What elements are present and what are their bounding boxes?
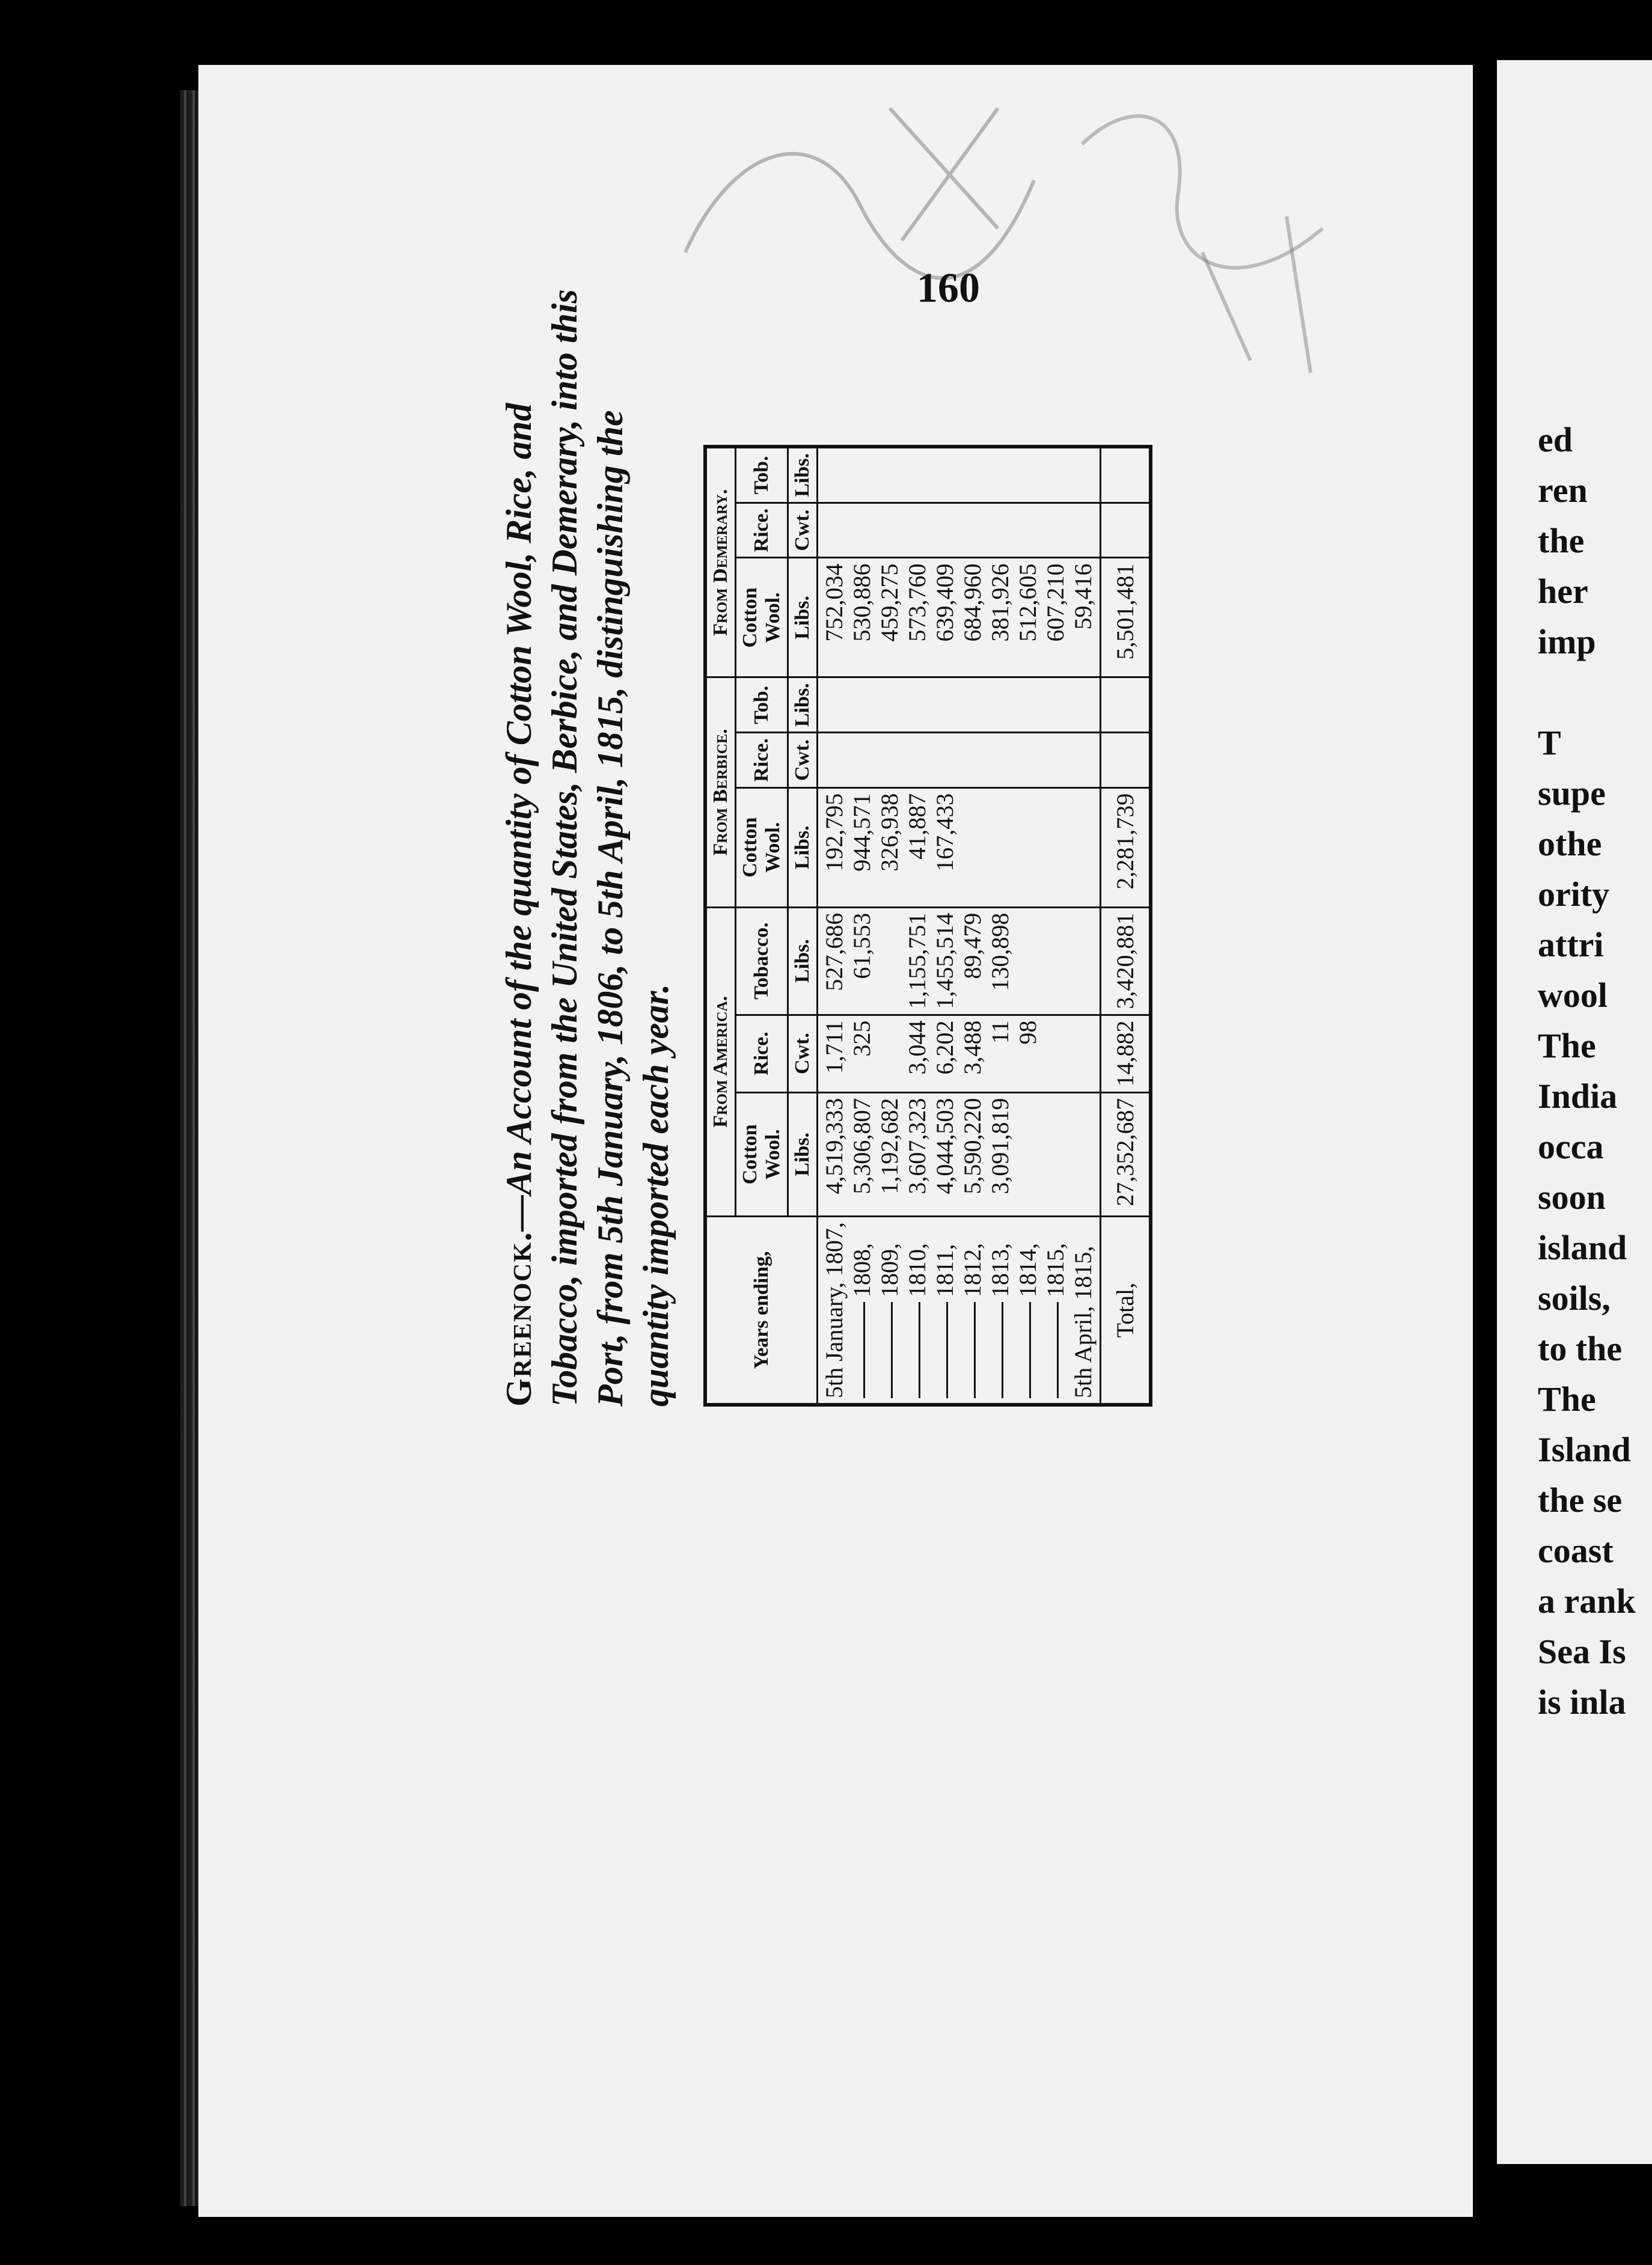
table-cell: 607,210 [1042, 563, 1069, 642]
col-demerary-cotton: Cotton Wool. [736, 558, 788, 677]
table-cell: 684,960 [959, 563, 986, 642]
total-demerary-cotton: 5,501,481 [1101, 558, 1151, 677]
berbice-rice-values [818, 733, 1101, 788]
table-cell: 5,306,807 [848, 1098, 875, 1194]
facing-page-line: a rank [1538, 1582, 1636, 1621]
table-cell [1069, 913, 1097, 1009]
unit-berbice-tob: Libs. [788, 677, 818, 733]
facing-page-line: T [1538, 723, 1561, 762]
year-label: 1815, [1042, 1222, 1069, 1398]
rotated-table-block [496, 289, 1380, 1407]
table-cell: 381,926 [987, 563, 1014, 642]
table-cell: 130,898 [987, 912, 1014, 991]
facing-page-line: ority [1538, 875, 1610, 914]
table-cell: 752,034 [821, 563, 848, 642]
year-label: 1808, [848, 1222, 876, 1398]
group-demerary: From Demerary. [705, 447, 736, 677]
table-cell: 3,488 [959, 1020, 986, 1075]
table-cell: 459,275 [876, 563, 903, 642]
import-table [703, 445, 1152, 1407]
table-cell: 1,711 [821, 1020, 848, 1074]
col-berbice-rice: Rice. [736, 733, 788, 788]
america-cotton-values [818, 1092, 1101, 1216]
year-label: 1812, [959, 1222, 987, 1398]
table-cell: 3,044 [904, 1020, 931, 1075]
year-label: 1814, [1014, 1222, 1042, 1398]
year-label: 1810, [904, 1222, 931, 1398]
table-cell [876, 1021, 904, 1087]
total-berbice-rice [1101, 733, 1151, 788]
total-berbice-tob [1101, 677, 1151, 733]
year-label: 5th April, 1815, [1069, 1246, 1097, 1398]
col-america-tobacco: Tobacco. [736, 907, 788, 1015]
total-label: Total, [1101, 1217, 1151, 1405]
page-number: 160 [917, 265, 980, 311]
col-demerary-tob: Tob. [736, 447, 788, 503]
table-cell: 89,479 [959, 912, 986, 979]
table-cell: 61,553 [848, 912, 875, 979]
facing-page-line: othe [1538, 824, 1602, 863]
table-cell: 4,044,503 [931, 1098, 958, 1194]
facing-page-line: imp [1538, 622, 1596, 661]
table-cell [1042, 1021, 1069, 1087]
america-tobacco-values [818, 907, 1101, 1015]
facing-page-line: soon [1538, 1178, 1606, 1217]
table-cell: 3,607,323 [904, 1098, 931, 1194]
table-cell: 639,409 [931, 563, 958, 642]
demerary-cotton-values [818, 558, 1101, 677]
table-cell: 59,416 [1069, 563, 1097, 630]
table-cell: 326,938 [876, 793, 903, 872]
total-america-cotton: 27,352,687 [1101, 1092, 1151, 1216]
table-cell [959, 793, 987, 902]
facing-page-line: supe [1538, 774, 1606, 813]
facing-page-line: the [1538, 521, 1585, 560]
col-berbice-cotton: Cotton Wool. [736, 787, 788, 907]
table-cell: 3,091,819 [987, 1098, 1014, 1194]
year-label: 1809, [876, 1222, 904, 1398]
table-cell [1069, 1098, 1097, 1211]
berbice-cotton-values [818, 787, 1101, 907]
unit-america-rice: Cwt. [788, 1015, 818, 1092]
title-lead: Greenock. [499, 1230, 539, 1407]
table-cell [1014, 1098, 1042, 1211]
total-row [1101, 447, 1151, 1405]
unit-demerary-tob: Libs. [788, 447, 818, 503]
years-column [818, 1217, 1101, 1405]
table-cell: 1,455,514 [931, 912, 958, 1009]
table-cell: 6,202 [931, 1020, 958, 1075]
unit-demerary-cotton: Libs. [788, 558, 818, 677]
table-title [496, 289, 679, 1407]
facing-page-line: attri [1538, 925, 1604, 964]
facing-page-text [1538, 415, 1636, 1728]
table-cell: 530,886 [848, 563, 875, 642]
facing-page-line [1538, 667, 1636, 718]
facing-page-line: her [1538, 572, 1588, 611]
unit-berbice-rice: Cwt. [788, 733, 818, 788]
table-cell [1042, 913, 1069, 1009]
total-america-tobacco: 3,420,881 [1101, 907, 1151, 1015]
title-text: —An Account of the quantity of Cotton Wool, Rice, and Tobacco, imported from the United States, Berbice, and Demerary, into this Port, from 5th January, 1806, to 5th April, 1815, distinguishing the quantity imported each year. [499, 289, 676, 1407]
group-berbice: From Berbice. [705, 677, 736, 907]
table-cell: 944,571 [848, 793, 875, 872]
table-cell [1014, 793, 1042, 902]
facing-page-line: Sea Is [1538, 1632, 1626, 1671]
data-row [818, 447, 1101, 1405]
table-cell [1042, 793, 1069, 902]
facing-page-line: The [1538, 1026, 1596, 1065]
table-cell: 4,519,333 [821, 1098, 848, 1194]
table-cell: 527,686 [821, 912, 848, 991]
table-cell [1014, 913, 1042, 1009]
unit-berbice-cotton: Libs. [788, 787, 818, 907]
col-berbice-tob: Tob. [736, 677, 788, 733]
facing-page-line: soils, [1538, 1279, 1611, 1318]
table-cell [987, 793, 1014, 902]
facing-page-line: the se [1538, 1481, 1623, 1520]
facing-page-line: India [1538, 1077, 1618, 1116]
group-america: From America. [705, 907, 736, 1216]
total-demerary-tob [1101, 447, 1151, 503]
facing-page-line: ren [1538, 471, 1588, 510]
table-cell [1069, 793, 1097, 902]
demerary-rice-values [818, 503, 1101, 558]
years-header: Years ending, [705, 1217, 818, 1405]
table-cell: 167,433 [931, 793, 958, 872]
facing-page-line: wool [1538, 976, 1608, 1015]
table-cell: 98 [1014, 1020, 1041, 1045]
facing-page-line: island [1538, 1228, 1627, 1267]
col-demerary-rice: Rice. [736, 503, 788, 558]
total-america-rice: 14,882 [1101, 1015, 1151, 1092]
year-label: 1811, [931, 1222, 959, 1398]
col-america-rice: Rice. [736, 1015, 788, 1092]
unit-america-cotton: Libs. [788, 1092, 818, 1216]
table-cell: 41,887 [904, 793, 931, 860]
table-cell: 1,192,682 [876, 1098, 903, 1194]
table-cell: 1,155,751 [904, 912, 931, 1009]
year-label: 5th January, 1807, [821, 1222, 848, 1398]
group-header-row [705, 447, 736, 1405]
table-cell: 512,605 [1014, 563, 1041, 642]
facing-page-line: ed [1538, 420, 1573, 459]
facing-page-line: occa [1538, 1127, 1604, 1166]
america-rice-values [818, 1015, 1101, 1092]
facing-page-line: coast [1538, 1531, 1614, 1570]
facing-page-line: is inla [1538, 1683, 1626, 1722]
total-demerary-rice [1101, 503, 1151, 558]
table-cell [876, 913, 904, 1009]
total-berbice-cotton: 2,281,739 [1101, 787, 1151, 907]
table-cell [1042, 1098, 1069, 1211]
facing-page-line: to the [1538, 1329, 1623, 1368]
col-america-cotton: Cotton Wool. [736, 1092, 788, 1216]
year-label: 1813, [987, 1222, 1014, 1398]
table-cell: 573,760 [904, 563, 931, 642]
facing-page-line: Island [1538, 1430, 1631, 1469]
table-cell [1069, 1021, 1097, 1087]
berbice-tob-values [818, 677, 1101, 733]
facing-page-line: The [1538, 1380, 1596, 1419]
table-cell: 192,795 [821, 793, 848, 872]
table-cell: 325 [848, 1020, 875, 1057]
unit-america-tobacco: Libs. [788, 907, 818, 1015]
unit-demerary-rice: Cwt. [788, 503, 818, 558]
table-cell: 11 [987, 1020, 1014, 1044]
demerary-tob-values [818, 447, 1101, 503]
table-cell: 5,590,220 [959, 1098, 986, 1194]
